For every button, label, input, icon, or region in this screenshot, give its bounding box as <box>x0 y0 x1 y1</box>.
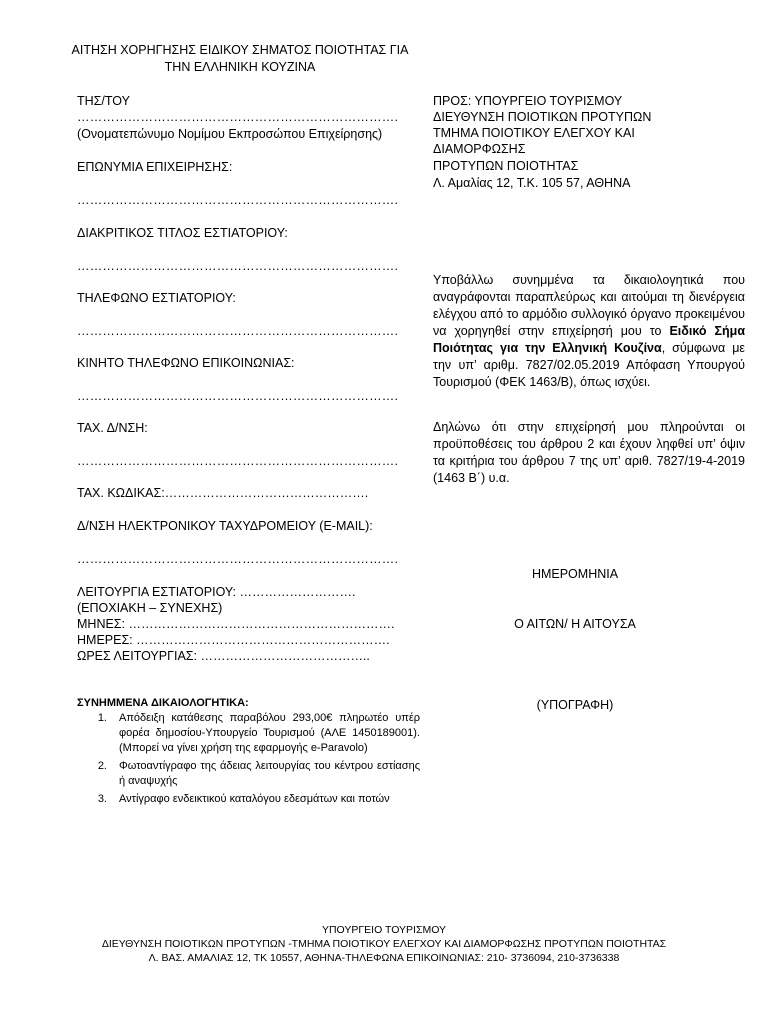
representative-note: (Ονοματεπώνυμο Νομίμου Εκπροσώπου Επιχείρησης) <box>77 127 383 141</box>
email-field[interactable]: …………………………………………………………………. <box>77 552 399 566</box>
date-label: ΗΜΕΡΟΜΗΝΙΑ <box>531 567 619 581</box>
list-item <box>77 792 420 807</box>
attachments-list <box>77 711 420 810</box>
footer-department: ΔΙΕΥΘΥΝΣΗ ΠΟΙΟΤΙΚΩΝ ΠΡΟΤΥΠΩΝ -ΤΜΗΜΑ ΠΟΙΟΤΙΚΟΥ ΕΛΕΓΧΟΥ ΚΑΙ ΔΙΑΜΟΡΦΩΣΗΣ ΠΡΟΤΥΠΩΝ ΠΟΙΟΤΗΤΑΣ <box>101 938 667 950</box>
address-field[interactable]: …………………………………………………………………. <box>77 454 399 468</box>
list-item-number: 3. <box>97 793 107 805</box>
representative-name-field[interactable]: …………………………………………………………………. <box>77 110 399 124</box>
restaurant-title-label: ΔΙΑΚΡΙΤΙΚΟΣ ΤΙΤΛΟΣ ΕΣΤΙΑΤΟΡΙΟΥ: <box>77 226 288 240</box>
email-label: Δ/ΝΣΗ ΗΛΕΚΤΡΟΝΙΚΟΥ ΤΑΧΥΔΡΟΜΕΙΟΥ (E-MAIL): <box>77 519 373 533</box>
phone-field[interactable]: …………………………………………………………………. <box>77 324 399 338</box>
signature-label: (ΥΠΟΓΡΑΦΗ) <box>536 698 614 712</box>
recipient-line-1: ΠΡΟΣ: ΥΠΟΥΡΓΕΙΟ ΤΟΥΡΙΣΜΟΥ <box>433 94 623 108</box>
attachments-title: ΣΥΝΗΜΜΕΝΑ ΔΙΚΑΙΟΛΟΓΗΤΙΚΑ: <box>77 697 249 709</box>
title-line-2: ΤΗΝ ΕΛΛΗΝΙΚΗ ΚΟΥΖΙΝΑ <box>164 60 316 74</box>
list-item-text: Απόδειξη κατάθεσης παραβόλου 293,00€ πληρωτέο υπέρ φορέα δημοσίου-Υπουργείο Τουρισμού (ΑΛΕ 1450189001). (Μπορεί να γίνει χρήση της εφαρμογής e-Paravolo) <box>119 712 420 754</box>
recipient-line-4: ΔΙΑΜΟΡΦΩΣΗΣ <box>433 142 526 156</box>
postcode-field[interactable]: ΤΑΧ. ΚΩΔΙΚΑΣ:…………………………………………. <box>77 486 369 500</box>
recipient-address: Λ. Αμαλίας 12, Τ.Κ. 105 57, ΑΘΗΝΑ <box>433 176 631 190</box>
business-name-label: ΕΠΩΝΥΜΙΑ ΕΠΙΧΕΙΡΗΣΗΣ: <box>77 160 233 174</box>
operation-field[interactable]: ΛΕΙΤΟΥΡΓΙΑ ΕΣΤΙΑΤΟΡΙΟΥ: ………………………. <box>77 585 356 599</box>
request-paragraph <box>433 272 745 391</box>
footer <box>0 923 768 965</box>
days-field[interactable]: ΗΜΕΡΕΣ: ……………………………………………………. <box>77 633 390 647</box>
list-item <box>77 759 420 789</box>
list-item-text: Αντίγραφο ενδεικτικού καταλόγου εδεσμάτων και ποτών <box>119 793 390 805</box>
recipient-line-3: ΤΜΗΜΑ ΠΟΙΟΤΙΚΟΥ ΕΛΕΓΧΟΥ ΚΑΙ <box>433 126 635 140</box>
list-item-number: 1. <box>97 712 107 724</box>
declaration-paragraph: Δηλώνω ότι στην επιχείρησή μου πληρούνται οι προϋποθέσεις του άρθρου 2 και έχουν ληφθεί υπ’ όψιν τα κριτήρια του άρθρου 7 της υπ’ αριθ. 7827/19-4-2019 (1463 Β΄) υ.α. <box>433 420 745 485</box>
document-title <box>60 42 420 76</box>
quality-mark-name: Ειδικό Σήμα Ποιότητας για την Ελληνική Κουζίνα <box>433 324 746 355</box>
recipient-line-2: ΔΙΕΥΘΥΝΣΗ ΠΟΙΟΤΙΚΩΝ ΠΡΟΤΥΠΩΝ <box>433 110 652 124</box>
applicant-label: Ο ΑΙΤΩΝ/ Η ΑΙΤΟΥΣΑ <box>514 617 636 631</box>
restaurant-title-field[interactable]: …………………………………………………………………. <box>77 259 399 273</box>
mobile-label: ΚΙΝΗΤΟ ΤΗΛΕΦΩΝΟ ΕΠΙΚΟΙΝΩΝΙΑΣ: <box>77 356 295 370</box>
list-item-text: Φωτοαντίγραφο της άδειας λειτουργίας του κέντρου εστίασης ή αναψυχής <box>119 760 420 787</box>
hours-field[interactable]: ΩΡΕΣ ΛΕΙΤΟΥΡΓΙΑΣ: ………………………………….. <box>77 649 370 663</box>
list-item-number: 2. <box>97 760 107 772</box>
address-label: ΤΑΧ. Δ/ΝΣΗ: <box>77 421 148 435</box>
title-line-1: ΑΙΤΗΣΗ ΧΟΡΗΓΗΣΗΣ ΕΙΔΙΚΟΥ ΣΗΜΑΤΟΣ ΠΟΙΟΤΗΤΑΣ ΓΙΑ <box>71 43 409 57</box>
business-name-field[interactable]: …………………………………………………………………. <box>77 193 399 207</box>
list-item <box>77 711 420 756</box>
months-field[interactable]: ΜΗΝΕΣ: ………………………………………………………. <box>77 617 395 631</box>
operation-note: (ΕΠΟΧΙΑΚΗ – ΣΥΝΕΧΗΣ) <box>77 601 223 615</box>
from-label: ΤΗΣ/ΤΟΥ <box>77 94 130 108</box>
request-text-end: , σύμφωνα με την υπ’ αριθμ. 7827/02.05.2019 Απόφαση Υπουργού Τουρισμού (ΦΕΚ 1463/Β), όπως ισχύει. <box>433 341 745 389</box>
request-text-start: Υποβάλλω συνημμένα τα δικαιολογητικά που αναγράφονται παραπλεύρως και αιτούμαι τη διενέργεια ελέγχου από το αρμόδιο συλλογικό όργανο προκειμένου να χορηγηθεί στην επιχείρησή μου το <box>433 273 745 338</box>
recipient-line-5: ΠΡΟΤΥΠΩΝ ΠΟΙΟΤΗΤΑΣ <box>433 159 579 173</box>
phone-label: ΤΗΛΕΦΩΝΟ ΕΣΤΙΑΤΟΡΙΟΥ: <box>77 291 236 305</box>
footer-contact: Λ. ΒΑΣ. ΑΜΑΛΙΑΣ 12, ΤΚ 10557, ΑΘΗΝΑ-ΤΗΛΕΦΩΝΑ ΕΠΙΚΟΙΝΩΝΙΑΣ: 210- 3736094, 210-3736338 <box>148 952 620 964</box>
mobile-field[interactable]: …………………………………………………………………. <box>77 389 399 403</box>
footer-ministry: ΥΠΟΥΡΓΕΙΟ ΤΟΥΡΙΣΜΟΥ <box>321 924 447 936</box>
